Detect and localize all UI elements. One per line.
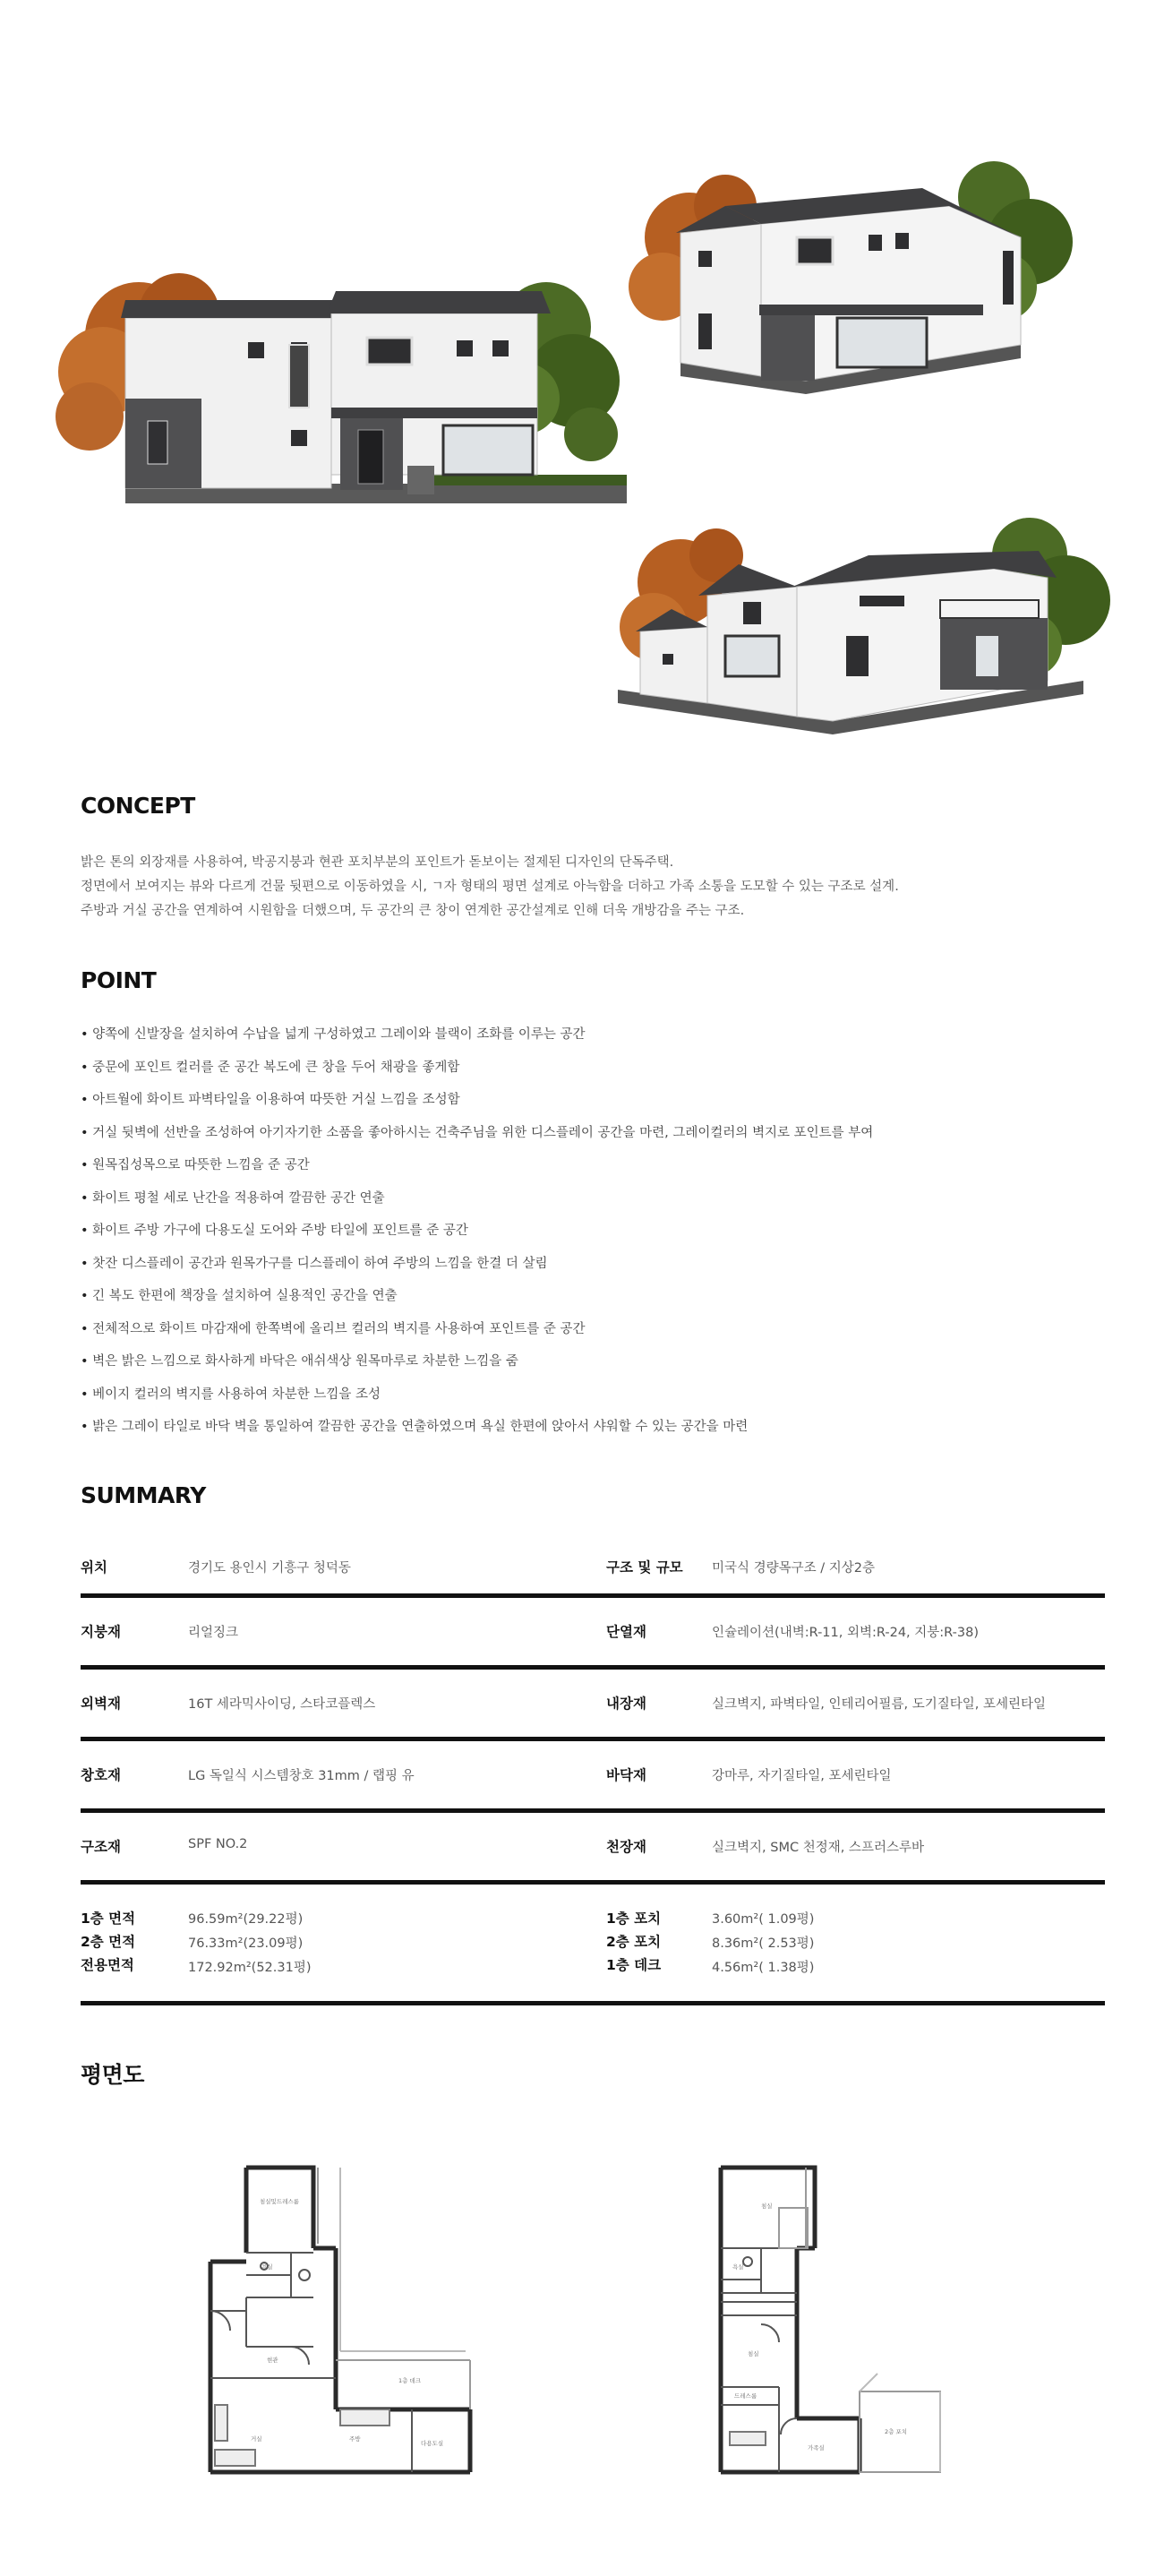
point-item: • 중문에 포인트 컬러를 준 공간 복도에 큰 창을 두어 채광을 좋게함 bbox=[81, 1052, 1110, 1085]
point-item: • 벽은 밝은 느낌으로 화사하게 바닥은 애쉬색상 원목마루로 차분한 느낌을 줌 bbox=[81, 1345, 1110, 1378]
summary-value: LG 독일식 시스템창호 31mm / 랩핑 유 bbox=[188, 1769, 415, 1783]
room-label: 가족실 bbox=[808, 2444, 825, 2451]
room-label: 주방 bbox=[349, 2435, 361, 2443]
area-value: 172.92m²(52.31평) bbox=[188, 1961, 312, 1975]
point-item: • 밝은 그레이 타일로 바닥 벽을 통일하여 깔끔한 공간을 연출하였으며 욕실 한편에 앉아서 샤워할 수 있는 공간을 마련 bbox=[81, 1411, 1110, 1444]
point-list bbox=[81, 1018, 1110, 1444]
summary-value: 인슐레이션(내벽:R-11, 외벽:R-24, 지붕:R-38) bbox=[712, 1626, 979, 1640]
summary-value: 리얼징크 bbox=[188, 1626, 239, 1640]
summary-value: 미국식 경량목구조 / 지상2층 bbox=[712, 1561, 876, 1576]
summary-row bbox=[81, 1813, 1105, 1885]
summary-value: 강마루, 자기질타일, 포세린타일 bbox=[712, 1769, 892, 1783]
summary-label: 구조재 bbox=[81, 1839, 121, 1855]
concept-line: 밝은 톤의 외장재를 사용하여, 박공지붕과 현관 포치부분의 포인트가 돋보이는 절제된 디자인의 단독주택. bbox=[81, 855, 674, 870]
room-label: 침실및드레스룸 bbox=[260, 2198, 299, 2205]
summary-table bbox=[81, 1533, 1105, 2005]
summary-row bbox=[81, 1598, 1105, 1670]
floorplan-title: 평면도 bbox=[81, 2062, 144, 2088]
point-item: • 아트월에 화이트 파벽타일을 이용하여 따뜻한 거실 느낌을 조성함 bbox=[81, 1084, 1110, 1117]
area-value: 3.60m²( 1.09평) bbox=[712, 1912, 815, 1927]
room-label: 현관 bbox=[267, 2357, 278, 2364]
area-label: 1층 면적 bbox=[81, 1911, 136, 1927]
summary-label: 위치 bbox=[81, 1559, 107, 1576]
point-item: • 화이트 주방 가구에 다용도실 도어와 주방 타일에 포인트를 준 공간 bbox=[81, 1215, 1110, 1248]
summary-row bbox=[81, 1670, 1105, 1741]
concept-text bbox=[81, 851, 1110, 923]
concept-line: 정면에서 보여지는 뷰와 다르게 건물 뒷편으로 이동하였을 시, ㄱ자 형태의 평면 설계로 아늑함을 더하고 가족 소통을 도모할 수 있는 구조로 설계. bbox=[81, 880, 899, 894]
room-label: 욕실 bbox=[732, 2263, 744, 2271]
point-item: • 양쪽에 신발장을 설치하여 수납을 넓게 구성하였고 그레이와 블랙이 조화를 이루는 공간 bbox=[81, 1018, 1110, 1052]
point-item: • 화이트 평철 세로 난간을 적용하여 깔끔한 공간 연출 bbox=[81, 1182, 1110, 1215]
area-value: 8.36m²( 2.53평) bbox=[712, 1936, 815, 1951]
summary-label: 외벽재 bbox=[81, 1696, 121, 1712]
concept-title: CONCEPT bbox=[81, 793, 195, 819]
summary-label: 바닥재 bbox=[606, 1767, 646, 1783]
point-item: • 거실 뒷벽에 선반을 조성하여 아기자기한 소품을 좋아하시는 건축주님을 위한 디스플레이 공간을 마련, 그레이컬러의 벽지로 포인트를 부여 bbox=[81, 1117, 1110, 1150]
summary-label: 단열재 bbox=[606, 1624, 646, 1640]
point-item: • 원목집성목으로 따뜻한 느낌을 준 공간 bbox=[81, 1149, 1110, 1182]
rendering-rear-right bbox=[618, 502, 1119, 752]
summary-row bbox=[81, 1741, 1105, 1813]
point-item: • 베이지 컬러의 벽지를 사용하여 차분한 느낌을 조성 bbox=[81, 1378, 1110, 1412]
area-value: 76.33m²(23.09평) bbox=[188, 1936, 304, 1951]
point-item: • 찻잔 디스플레이 공간과 원목가구를 디스플레이 하여 주방의 느낌을 한결 더 살림 bbox=[81, 1248, 1110, 1281]
area-label: 전용면적 bbox=[81, 1957, 134, 1973]
rendering-rear-left bbox=[627, 152, 1128, 412]
area-label: 1층 포치 bbox=[606, 1911, 662, 1927]
summary-value: 실크벽지, SMC 천정재, 스프러스루바 bbox=[712, 1841, 924, 1855]
summary-label: 내장재 bbox=[606, 1696, 646, 1712]
room-label: 2층 포치 bbox=[885, 2428, 908, 2435]
point-title: POINT bbox=[81, 967, 157, 993]
summary-label: 지붕재 bbox=[81, 1624, 121, 1640]
area-value: 96.59m²(29.22평) bbox=[188, 1912, 304, 1927]
summary-label: 천장재 bbox=[606, 1839, 646, 1855]
room-label: 욕실 bbox=[261, 2263, 273, 2271]
point-item: • 긴 복도 한편에 책장을 설치하여 실용적인 공간을 연출 bbox=[81, 1280, 1110, 1313]
room-label: 다용도실 bbox=[421, 2440, 444, 2447]
room-label: 거실 bbox=[251, 2435, 262, 2443]
summary-value: 경기도 용인시 기흥구 청덕동 bbox=[188, 1561, 351, 1576]
floorplan-1f bbox=[197, 2163, 484, 2481]
room-label: 1층 데크 bbox=[398, 2377, 422, 2384]
area-label: 1층 데크 bbox=[606, 1957, 662, 1973]
floorplan-2f bbox=[680, 2163, 976, 2481]
summary-value: SPF NO.2 bbox=[188, 1837, 248, 1851]
area-value: 4.56m²( 1.38평) bbox=[712, 1961, 815, 1975]
room-label: 침실 bbox=[761, 2202, 773, 2210]
summary-value: 실크벽지, 파벽타일, 인테리어필름, 도기질타일, 포세린타일 bbox=[712, 1697, 1047, 1712]
summary-row bbox=[81, 1533, 1105, 1598]
area-label: 2층 포치 bbox=[606, 1934, 662, 1950]
rendering-front bbox=[36, 228, 627, 515]
summary-value: 16T 세라믹사이딩, 스타코플렉스 bbox=[188, 1697, 376, 1712]
summary-label: 창호재 bbox=[81, 1767, 121, 1783]
point-item: • 전체적으로 화이트 마감재에 한쪽벽에 올리브 컬러의 벽지를 사용하여 포인트를 준 공간 bbox=[81, 1313, 1110, 1346]
summary-label: 구조 및 규모 bbox=[606, 1559, 683, 1576]
summary-area-row bbox=[81, 1885, 1105, 2005]
concept-line: 주방과 거실 공간을 연계하여 시원함을 더했으며, 두 공간의 큰 창이 연계한 공간설계로 인해 더욱 개방감을 주는 구조. bbox=[81, 904, 745, 918]
area-label: 2층 면적 bbox=[81, 1934, 136, 1950]
room-label: 침실 bbox=[748, 2350, 759, 2357]
summary-title: SUMMARY bbox=[81, 1482, 206, 1508]
room-label: 드레스룸 bbox=[734, 2392, 757, 2400]
